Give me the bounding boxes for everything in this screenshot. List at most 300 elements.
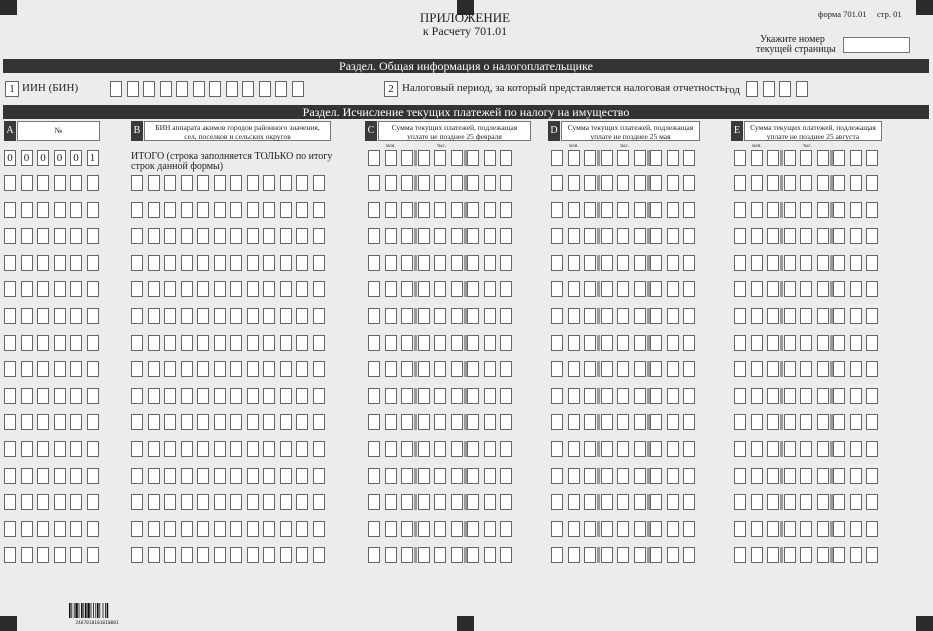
- column-c-digit-box[interactable]: [451, 335, 463, 351]
- column-e-digit-box[interactable]: [850, 150, 862, 166]
- column-e-digit-box[interactable]: [784, 361, 796, 377]
- column-d-digit-box[interactable]: [568, 441, 580, 457]
- column-c-digit-box[interactable]: [484, 547, 496, 563]
- bin-digit-box[interactable]: [214, 441, 226, 457]
- row-number-digit-box[interactable]: [37, 228, 49, 244]
- column-d-digit-box[interactable]: [584, 441, 596, 457]
- row-number-digit-box[interactable]: [21, 441, 33, 457]
- column-e-digit-box[interactable]: [833, 281, 845, 297]
- column-c-digit-box[interactable]: [500, 441, 512, 457]
- row-number-digit-box[interactable]: [87, 175, 99, 191]
- column-c-digit-box[interactable]: [484, 202, 496, 218]
- row-number-digit-box[interactable]: [21, 202, 33, 218]
- bin-digit-box[interactable]: [181, 441, 193, 457]
- bin-digit-box[interactable]: [247, 414, 259, 430]
- column-e-digit-box[interactable]: [767, 468, 779, 484]
- column-c-digit-box[interactable]: [385, 468, 397, 484]
- bin-digit-box[interactable]: [280, 255, 292, 271]
- bin-digit-box[interactable]: [197, 494, 209, 510]
- row-number-digit-box[interactable]: [54, 202, 66, 218]
- column-c-digit-box[interactable]: [434, 255, 446, 271]
- bin-digit-box[interactable]: [313, 228, 325, 244]
- column-e-digit-box[interactable]: [751, 255, 763, 271]
- bin-digit-box[interactable]: [131, 361, 143, 377]
- row-number-digit-box[interactable]: [70, 255, 82, 271]
- column-d-digit-box[interactable]: [617, 521, 629, 537]
- column-d-digit-box[interactable]: [650, 547, 662, 563]
- column-e-digit-box[interactable]: [734, 228, 746, 244]
- column-d-digit-box[interactable]: [584, 202, 596, 218]
- column-c-digit-box[interactable]: [451, 202, 463, 218]
- column-c-digit-box[interactable]: [368, 494, 380, 510]
- column-e-digit-box[interactable]: [833, 468, 845, 484]
- bin-digit-box[interactable]: [164, 308, 176, 324]
- column-d-digit-box[interactable]: [667, 228, 679, 244]
- column-c-digit-box[interactable]: [418, 494, 430, 510]
- column-e-digit-box[interactable]: [751, 361, 763, 377]
- row-number-digit-box[interactable]: [87, 255, 99, 271]
- bin-digit-box[interactable]: [214, 494, 226, 510]
- iin-digit-box[interactable]: [226, 81, 238, 97]
- bin-digit-box[interactable]: [263, 468, 275, 484]
- bin-digit-box[interactable]: [148, 521, 160, 537]
- column-d-digit-box[interactable]: [551, 361, 563, 377]
- row-number-digit-box[interactable]: [21, 468, 33, 484]
- bin-digit-box[interactable]: [313, 414, 325, 430]
- bin-digit-box[interactable]: [247, 547, 259, 563]
- column-d-digit-box[interactable]: [617, 335, 629, 351]
- bin-digit-box[interactable]: [148, 547, 160, 563]
- column-e-digit-box[interactable]: [850, 414, 862, 430]
- bin-digit-box[interactable]: [230, 202, 242, 218]
- column-c-digit-box[interactable]: [484, 521, 496, 537]
- row-number-digit-box[interactable]: [87, 308, 99, 324]
- column-e-digit-box[interactable]: [784, 414, 796, 430]
- column-e-digit-box[interactable]: [833, 175, 845, 191]
- column-c-digit-box[interactable]: [451, 308, 463, 324]
- column-e-digit-box[interactable]: [866, 494, 878, 510]
- bin-digit-box[interactable]: [313, 175, 325, 191]
- column-e-digit-box[interactable]: [833, 441, 845, 457]
- column-c-digit-box[interactable]: [368, 441, 380, 457]
- column-d-digit-box[interactable]: [634, 494, 646, 510]
- column-e-digit-box[interactable]: [734, 281, 746, 297]
- bin-digit-box[interactable]: [131, 521, 143, 537]
- column-d-digit-box[interactable]: [601, 441, 613, 457]
- column-c-digit-box[interactable]: [385, 202, 397, 218]
- column-c-digit-box[interactable]: [418, 281, 430, 297]
- row-number-digit-box[interactable]: [87, 202, 99, 218]
- row-number-digit-box[interactable]: [54, 494, 66, 510]
- bin-digit-box[interactable]: [296, 202, 308, 218]
- column-e-digit-box[interactable]: [850, 388, 862, 404]
- column-e-digit-box[interactable]: [866, 281, 878, 297]
- row-number-digit-box[interactable]: [70, 308, 82, 324]
- column-d-digit-box[interactable]: [634, 281, 646, 297]
- column-d-digit-box[interactable]: [634, 150, 646, 166]
- bin-digit-box[interactable]: [214, 281, 226, 297]
- column-d-digit-box[interactable]: [584, 281, 596, 297]
- bin-digit-box[interactable]: [164, 494, 176, 510]
- row-number-digit-box[interactable]: [87, 521, 99, 537]
- bin-digit-box[interactable]: [131, 414, 143, 430]
- row-number-digit-box[interactable]: [70, 468, 82, 484]
- column-e-digit-box[interactable]: [866, 202, 878, 218]
- column-c-digit-box[interactable]: [385, 228, 397, 244]
- bin-digit-box[interactable]: [230, 494, 242, 510]
- column-e-digit-box[interactable]: [767, 441, 779, 457]
- column-d-digit-box[interactable]: [634, 521, 646, 537]
- bin-digit-box[interactable]: [181, 494, 193, 510]
- column-e-digit-box[interactable]: [784, 175, 796, 191]
- column-e-digit-box[interactable]: [784, 468, 796, 484]
- column-d-digit-box[interactable]: [667, 308, 679, 324]
- column-c-digit-box[interactable]: [484, 494, 496, 510]
- column-d-digit-box[interactable]: [601, 521, 613, 537]
- column-d-digit-box[interactable]: [568, 521, 580, 537]
- bin-digit-box[interactable]: [230, 255, 242, 271]
- column-e-digit-box[interactable]: [784, 281, 796, 297]
- row-number-digit-box[interactable]: [54, 441, 66, 457]
- column-e-digit-box[interactable]: [850, 521, 862, 537]
- column-e-digit-box[interactable]: [751, 335, 763, 351]
- bin-digit-box[interactable]: [247, 494, 259, 510]
- column-e-digit-box[interactable]: [866, 441, 878, 457]
- column-d-digit-box[interactable]: [650, 335, 662, 351]
- column-d-digit-box[interactable]: [650, 494, 662, 510]
- column-c-digit-box[interactable]: [385, 175, 397, 191]
- year-digit-box[interactable]: [763, 81, 775, 97]
- bin-digit-box[interactable]: [197, 228, 209, 244]
- column-e-digit-box[interactable]: [817, 468, 829, 484]
- bin-digit-box[interactable]: [247, 361, 259, 377]
- column-e-digit-box[interactable]: [866, 547, 878, 563]
- row-number-digit-box[interactable]: [87, 281, 99, 297]
- column-e-digit-box[interactable]: [751, 388, 763, 404]
- column-e-digit-box[interactable]: [751, 494, 763, 510]
- row-number-digit-box[interactable]: [21, 361, 33, 377]
- column-e-digit-box[interactable]: [850, 441, 862, 457]
- column-c-digit-box[interactable]: [418, 202, 430, 218]
- column-d-digit-box[interactable]: [683, 150, 695, 166]
- column-c-digit-box[interactable]: [451, 228, 463, 244]
- column-e-digit-box[interactable]: [817, 175, 829, 191]
- bin-digit-box[interactable]: [164, 175, 176, 191]
- row-number-digit-box[interactable]: [87, 361, 99, 377]
- column-c-digit-box[interactable]: [385, 150, 397, 166]
- row-number-digit-box[interactable]: [21, 521, 33, 537]
- column-c-digit-box[interactable]: [385, 335, 397, 351]
- bin-digit-box[interactable]: [247, 388, 259, 404]
- column-c-digit-box[interactable]: [434, 308, 446, 324]
- column-d-digit-box[interactable]: [551, 388, 563, 404]
- row-number-digit-box[interactable]: [87, 547, 99, 563]
- column-c-digit-box[interactable]: [401, 228, 413, 244]
- column-e-digit-box[interactable]: [833, 388, 845, 404]
- row-number-digit-box[interactable]: [54, 521, 66, 537]
- column-d-digit-box[interactable]: [584, 388, 596, 404]
- column-c-digit-box[interactable]: [451, 388, 463, 404]
- column-d-digit-box[interactable]: [683, 335, 695, 351]
- column-d-digit-box[interactable]: [584, 335, 596, 351]
- column-d-digit-box[interactable]: [634, 228, 646, 244]
- column-c-digit-box[interactable]: [418, 308, 430, 324]
- column-c-digit-box[interactable]: [401, 175, 413, 191]
- bin-digit-box[interactable]: [230, 521, 242, 537]
- bin-digit-box[interactable]: [214, 547, 226, 563]
- row-number-digit-box[interactable]: [37, 308, 49, 324]
- column-d-digit-box[interactable]: [683, 468, 695, 484]
- column-e-digit-box[interactable]: [850, 547, 862, 563]
- bin-digit-box[interactable]: [263, 361, 275, 377]
- bin-digit-box[interactable]: [164, 361, 176, 377]
- row-number-digit-box[interactable]: [54, 388, 66, 404]
- row-number-digit-box[interactable]: [54, 281, 66, 297]
- column-d-digit-box[interactable]: [551, 228, 563, 244]
- column-c-digit-box[interactable]: [434, 281, 446, 297]
- bin-digit-box[interactable]: [313, 547, 325, 563]
- column-d-digit-box[interactable]: [617, 255, 629, 271]
- bin-digit-box[interactable]: [313, 521, 325, 537]
- column-c-digit-box[interactable]: [484, 175, 496, 191]
- row-number-digit-box[interactable]: [70, 335, 82, 351]
- column-c-digit-box[interactable]: [401, 521, 413, 537]
- column-c-digit-box[interactable]: [368, 521, 380, 537]
- column-c-digit-box[interactable]: [500, 202, 512, 218]
- column-c-digit-box[interactable]: [467, 388, 479, 404]
- bin-digit-box[interactable]: [197, 175, 209, 191]
- bin-digit-box[interactable]: [148, 228, 160, 244]
- row-number-digit-box[interactable]: [70, 547, 82, 563]
- column-e-digit-box[interactable]: [850, 494, 862, 510]
- column-e-digit-box[interactable]: [734, 521, 746, 537]
- bin-digit-box[interactable]: [296, 228, 308, 244]
- bin-digit-box[interactable]: [164, 281, 176, 297]
- column-e-digit-box[interactable]: [800, 335, 812, 351]
- row-number-digit-box[interactable]: [37, 494, 49, 510]
- row-number-digit-box[interactable]: [70, 521, 82, 537]
- column-d-digit-box[interactable]: [667, 281, 679, 297]
- bin-digit-box[interactable]: [296, 308, 308, 324]
- bin-digit-box[interactable]: [148, 335, 160, 351]
- column-d-digit-box[interactable]: [650, 228, 662, 244]
- bin-digit-box[interactable]: [296, 388, 308, 404]
- column-e-digit-box[interactable]: [767, 228, 779, 244]
- column-d-digit-box[interactable]: [551, 521, 563, 537]
- bin-digit-box[interactable]: [131, 468, 143, 484]
- column-d-digit-box[interactable]: [568, 255, 580, 271]
- column-e-digit-box[interactable]: [800, 468, 812, 484]
- column-e-digit-box[interactable]: [850, 255, 862, 271]
- column-d-digit-box[interactable]: [601, 255, 613, 271]
- column-d-digit-box[interactable]: [584, 414, 596, 430]
- column-d-digit-box[interactable]: [667, 494, 679, 510]
- bin-digit-box[interactable]: [247, 175, 259, 191]
- bin-digit-box[interactable]: [313, 441, 325, 457]
- column-e-digit-box[interactable]: [833, 228, 845, 244]
- bin-digit-box[interactable]: [214, 388, 226, 404]
- row-number-digit-box[interactable]: [4, 521, 16, 537]
- row-number-digit-box[interactable]: [87, 228, 99, 244]
- iin-digit-box[interactable]: [209, 81, 221, 97]
- row-number-digit-box[interactable]: [4, 388, 16, 404]
- column-d-digit-box[interactable]: [683, 308, 695, 324]
- column-d-digit-box[interactable]: [650, 175, 662, 191]
- bin-digit-box[interactable]: [230, 388, 242, 404]
- column-c-digit-box[interactable]: [434, 414, 446, 430]
- column-d-digit-box[interactable]: [634, 547, 646, 563]
- column-e-digit-box[interactable]: [817, 414, 829, 430]
- bin-digit-box[interactable]: [263, 255, 275, 271]
- column-d-digit-box[interactable]: [601, 228, 613, 244]
- column-c-digit-box[interactable]: [368, 547, 380, 563]
- column-c-digit-box[interactable]: [467, 468, 479, 484]
- bin-digit-box[interactable]: [148, 414, 160, 430]
- column-e-digit-box[interactable]: [734, 414, 746, 430]
- column-d-digit-box[interactable]: [683, 255, 695, 271]
- column-d-digit-box[interactable]: [584, 494, 596, 510]
- column-e-digit-box[interactable]: [784, 335, 796, 351]
- column-d-digit-box[interactable]: [601, 361, 613, 377]
- column-e-digit-box[interactable]: [734, 547, 746, 563]
- column-c-digit-box[interactable]: [467, 441, 479, 457]
- column-e-digit-box[interactable]: [800, 441, 812, 457]
- bin-digit-box[interactable]: [197, 281, 209, 297]
- column-c-digit-box[interactable]: [385, 255, 397, 271]
- column-c-digit-box[interactable]: [500, 150, 512, 166]
- bin-digit-box[interactable]: [164, 441, 176, 457]
- column-c-digit-box[interactable]: [385, 441, 397, 457]
- column-c-digit-box[interactable]: [467, 547, 479, 563]
- bin-digit-box[interactable]: [313, 202, 325, 218]
- bin-digit-box[interactable]: [263, 547, 275, 563]
- bin-digit-box[interactable]: [280, 308, 292, 324]
- column-e-digit-box[interactable]: [751, 150, 763, 166]
- column-d-digit-box[interactable]: [617, 468, 629, 484]
- column-e-digit-box[interactable]: [817, 361, 829, 377]
- column-c-digit-box[interactable]: [418, 388, 430, 404]
- column-d-digit-box[interactable]: [551, 150, 563, 166]
- column-c-digit-box[interactable]: [401, 255, 413, 271]
- bin-digit-box[interactable]: [263, 441, 275, 457]
- column-e-digit-box[interactable]: [751, 521, 763, 537]
- column-c-digit-box[interactable]: [484, 335, 496, 351]
- iin-digit-box[interactable]: [160, 81, 172, 97]
- bin-digit-box[interactable]: [263, 281, 275, 297]
- bin-digit-box[interactable]: [131, 202, 143, 218]
- bin-digit-box[interactable]: [280, 547, 292, 563]
- row-number-digit-box[interactable]: [37, 281, 49, 297]
- bin-digit-box[interactable]: [263, 308, 275, 324]
- column-d-digit-box[interactable]: [568, 202, 580, 218]
- row-number-digit-box[interactable]: [37, 547, 49, 563]
- bin-digit-box[interactable]: [296, 361, 308, 377]
- column-d-digit-box[interactable]: [650, 468, 662, 484]
- bin-digit-box[interactable]: [230, 414, 242, 430]
- bin-digit-box[interactable]: [313, 281, 325, 297]
- column-c-digit-box[interactable]: [385, 547, 397, 563]
- row-number-digit-box[interactable]: [54, 414, 66, 430]
- bin-digit-box[interactable]: [313, 468, 325, 484]
- bin-digit-box[interactable]: [280, 494, 292, 510]
- bin-digit-box[interactable]: [263, 388, 275, 404]
- column-d-digit-box[interactable]: [568, 547, 580, 563]
- row-number-digit-box[interactable]: [21, 228, 33, 244]
- column-c-digit-box[interactable]: [434, 441, 446, 457]
- column-e-digit-box[interactable]: [833, 335, 845, 351]
- row-number-digit-box[interactable]: [54, 335, 66, 351]
- column-c-digit-box[interactable]: [451, 521, 463, 537]
- column-d-digit-box[interactable]: [650, 255, 662, 271]
- bin-digit-box[interactable]: [247, 308, 259, 324]
- row-number-digit-box[interactable]: [21, 308, 33, 324]
- column-d-digit-box[interactable]: [584, 468, 596, 484]
- row-number-digit-box[interactable]: [37, 255, 49, 271]
- bin-digit-box[interactable]: [148, 308, 160, 324]
- column-d-digit-box[interactable]: [650, 361, 662, 377]
- column-c-digit-box[interactable]: [500, 228, 512, 244]
- column-c-digit-box[interactable]: [467, 308, 479, 324]
- column-c-digit-box[interactable]: [484, 308, 496, 324]
- column-c-digit-box[interactable]: [451, 281, 463, 297]
- column-c-digit-box[interactable]: [467, 494, 479, 510]
- bin-digit-box[interactable]: [197, 521, 209, 537]
- bin-digit-box[interactable]: [230, 281, 242, 297]
- bin-digit-box[interactable]: [280, 175, 292, 191]
- bin-digit-box[interactable]: [148, 255, 160, 271]
- column-c-digit-box[interactable]: [418, 228, 430, 244]
- column-e-digit-box[interactable]: [817, 494, 829, 510]
- bin-digit-box[interactable]: [164, 255, 176, 271]
- column-c-digit-box[interactable]: [500, 388, 512, 404]
- bin-digit-box[interactable]: [247, 468, 259, 484]
- row-number-digit-box[interactable]: [54, 255, 66, 271]
- row-number-digit-box[interactable]: [70, 228, 82, 244]
- column-d-digit-box[interactable]: [568, 150, 580, 166]
- column-d-digit-box[interactable]: [650, 521, 662, 537]
- column-d-digit-box[interactable]: [683, 281, 695, 297]
- bin-digit-box[interactable]: [181, 175, 193, 191]
- column-c-digit-box[interactable]: [500, 547, 512, 563]
- column-e-digit-box[interactable]: [767, 414, 779, 430]
- column-d-digit-box[interactable]: [650, 441, 662, 457]
- column-c-digit-box[interactable]: [484, 255, 496, 271]
- column-c-digit-box[interactable]: [401, 441, 413, 457]
- column-e-digit-box[interactable]: [767, 308, 779, 324]
- column-d-digit-box[interactable]: [683, 202, 695, 218]
- column-e-digit-box[interactable]: [833, 255, 845, 271]
- column-c-digit-box[interactable]: [500, 361, 512, 377]
- column-d-digit-box[interactable]: [683, 441, 695, 457]
- column-c-digit-box[interactable]: [500, 255, 512, 271]
- row-number-digit-box[interactable]: [37, 361, 49, 377]
- column-e-digit-box[interactable]: [734, 388, 746, 404]
- column-d-digit-box[interactable]: [568, 308, 580, 324]
- column-e-digit-box[interactable]: [866, 521, 878, 537]
- column-c-digit-box[interactable]: [418, 255, 430, 271]
- column-c-digit-box[interactable]: [484, 361, 496, 377]
- bin-digit-box[interactable]: [230, 335, 242, 351]
- bin-digit-box[interactable]: [181, 255, 193, 271]
- bin-digit-box[interactable]: [313, 361, 325, 377]
- bin-digit-box[interactable]: [296, 255, 308, 271]
- column-e-digit-box[interactable]: [734, 150, 746, 166]
- bin-digit-box[interactable]: [197, 414, 209, 430]
- row-number-digit-box[interactable]: [21, 255, 33, 271]
- bin-digit-box[interactable]: [181, 547, 193, 563]
- iin-digit-box[interactable]: [259, 81, 271, 97]
- column-c-digit-box[interactable]: [484, 414, 496, 430]
